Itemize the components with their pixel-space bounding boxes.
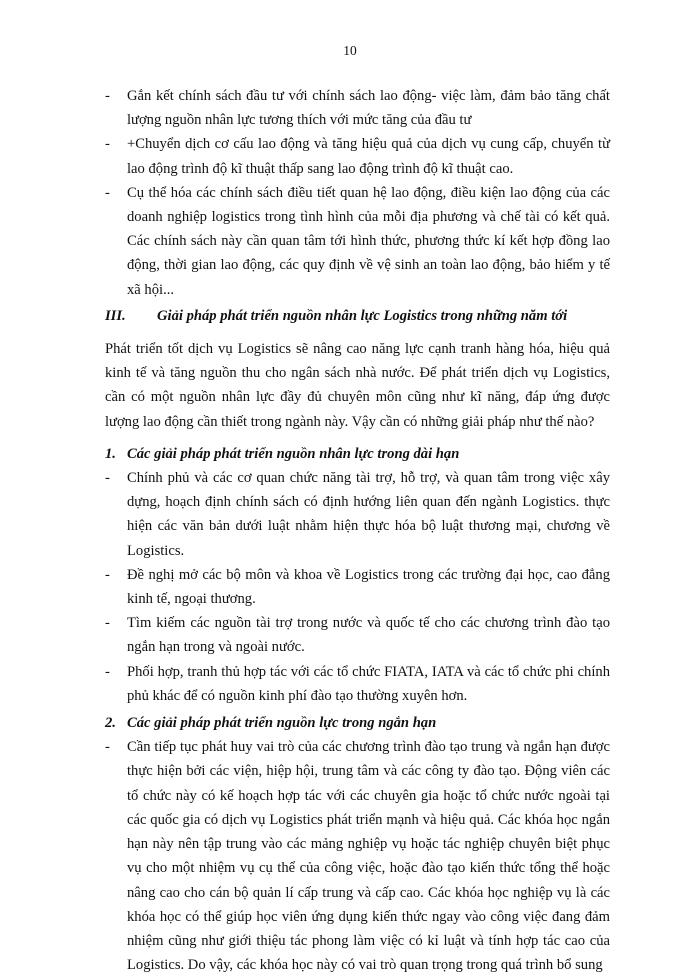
bullet-item xyxy=(105,563,610,611)
bullet-item xyxy=(105,660,610,708)
page-content xyxy=(105,84,610,977)
bullet-text: Cần tiếp tục phát huy vai trò của các chương trình đào tạo trung và ngắn hạn được thực hiện bởi các viện, hiệp hội, trung tâm và các công ty đào tạo. Động viên các tổ chức này có kế hoạch hợp tác với các chuyên gia hoặc tổ chức nước ngoài tại các quốc gia có dịch vụ Logistics phát triển mạnh và hiệu quả. Các khóa học ngắn hạn này nên tập trung vào các mảng nghiệp vụ hoặc tác nghiệp chuyên biệt phục vụ cho một nhiệm vụ cụ thể của công việc, hoặc đào tạo kiến thức tổng thể hoặc nâng cao cho cán bộ quản lí cấp trung và cấp cao. Các khóa học nghiệp vụ là các khóa học có thể giúp học viên ứng dụng kiến thức ngay vào công việc đang đảm nhiệm cũng như giới thiệu tác phong làm việc có kỉ luật và tính hợp tác cao của Logistics. Do vậy, các khóa học này có vai trò quan trọng trong quá trình bổ sung xyxy=(127,739,610,974)
section-number: III. xyxy=(105,307,126,324)
bullet-item xyxy=(105,181,610,302)
bullet-mark: - xyxy=(105,88,110,104)
bullet-mark: - xyxy=(105,615,110,632)
bullet-text: Chính phủ và các cơ quan chức năng tài trợ, hỗ trợ, và quan tâm trong việc xây dựng, hoạch định chính sách có định hướng liên quan đến ngành Logistics. thực hiện các văn bản dưới luật nhằm hiện thực hóa bộ luật thương mại, chương về Logistics. xyxy=(127,470,610,559)
section-heading xyxy=(105,304,610,328)
bullet-item xyxy=(105,84,610,132)
bullet-text: Gắn kết chính sách đầu tư với chính sách lao động- việc làm, đảm bảo tăng chất lượng nguồn nhân lực tương thích với mức tăng của đầu tư xyxy=(127,88,610,129)
bullet-text: Phối hợp, tranh thủ hợp tác với các tổ chức FIATA, IATA và các tổ chức phi chính phủ khác để có nguồn kinh phí đào tạo thường xuyên hơn. xyxy=(127,663,610,704)
subsection-heading xyxy=(105,442,610,466)
subsection-title: Các giải pháp phát triển nguồn lực trong ngắn hạn xyxy=(127,715,437,732)
bullet-text: Cụ thể hóa các chính sách điều tiết quan hệ lao động, điều kiện lao động của các doanh nghiệp logistics trong tình hình của mỗi địa phương và chế tài có kết quả. Các chính sách này cần quan tâm tới hình thức, phương thức kí kết hợp đồng lao động, thời gian lao động, các quy định về vệ sinh an toàn lao động, bảo hiểm y tế xã hội... xyxy=(127,184,610,298)
subsection-title: Các giải pháp phát triển nguồn nhân lực trong dài hạn xyxy=(127,445,460,462)
section-title: Giải pháp phát triển nguồn nhân lực Logistics trong những năm tới xyxy=(157,307,568,324)
subsection-number: 1. xyxy=(105,445,116,462)
bullet-mark: - xyxy=(105,470,110,487)
subsection-heading xyxy=(105,711,610,735)
bullet-mark: - xyxy=(105,184,110,201)
bullet-mark: - xyxy=(105,136,110,153)
intro-paragraph: Phát triển tốt dịch vụ Logistics sẽ nâng cao năng lực cạnh tranh hàng hóa, hiệu quả kinh tế và tăng nguồn thu cho ngân sách nhà nước. Để phát triển dịch vụ Logistics, cần có một nguồn nhân lực đầy đủ chuyên môn cũng như kĩ năng, đáp ứng được lượng lao động cần thiết trong ngành này. Vậy cần có những giải pháp như thế nào? xyxy=(105,341,610,430)
subsection-number: 2. xyxy=(105,715,116,732)
bullet-item xyxy=(105,735,610,977)
bullet-text: Tìm kiếm các nguồn tài trợ trong nước và quốc tế cho các chương trình đào tạo ngắn hạn trong và ngoài nước. xyxy=(127,615,610,656)
bullet-text: Đề nghị mở các bộ môn và khoa về Logistics trong các trường đại học, cao đẳng kinh tế, ngoại thương. xyxy=(127,566,610,608)
bullet-mark: - xyxy=(105,663,110,680)
bullet-mark: - xyxy=(105,739,110,756)
bullet-item xyxy=(105,611,610,659)
bullet-item xyxy=(105,466,610,563)
page-number: 10 xyxy=(343,43,357,58)
bullet-mark: - xyxy=(105,566,110,583)
bullet-text: +Chuyển dịch cơ cấu lao động và tăng hiệu quả của dịch vụ cung cấp, chuyển từ lao động trình độ kĩ thuật thấp sang lao động trình độ kĩ thuật cao. xyxy=(127,136,610,177)
bullet-item xyxy=(105,132,610,180)
